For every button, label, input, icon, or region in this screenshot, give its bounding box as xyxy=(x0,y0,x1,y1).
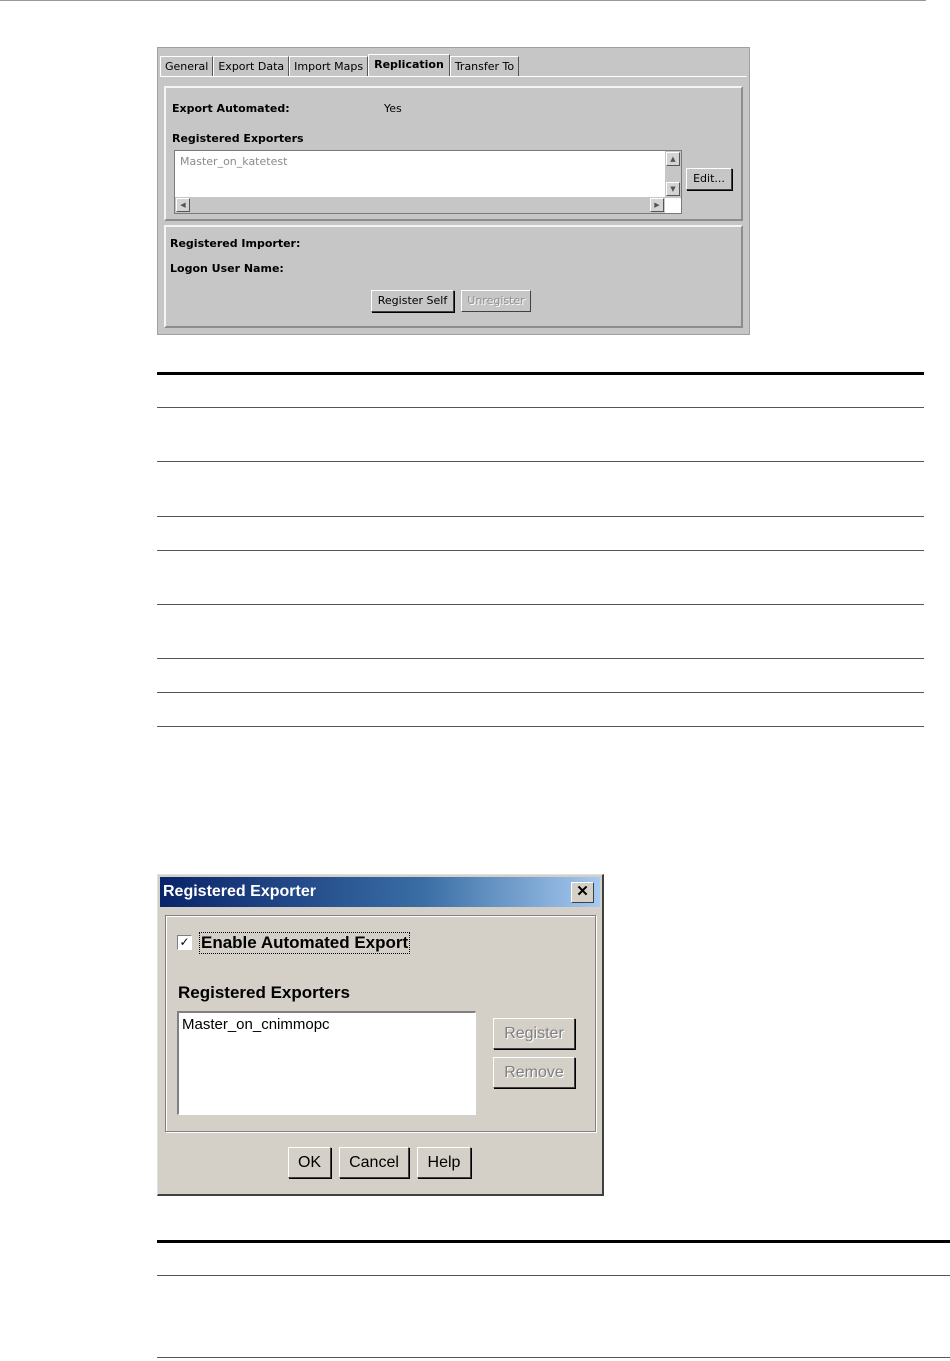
table-1-bottom-rule xyxy=(157,726,924,727)
scroll-up-icon[interactable]: ▲ xyxy=(666,152,680,166)
enable-automated-export-label[interactable]: Enable Automated Export xyxy=(201,933,409,952)
page-header-rule xyxy=(0,0,926,1)
tab-general[interactable]: General xyxy=(160,56,213,77)
list-item[interactable]: Master_on_cnimmopc xyxy=(182,1016,330,1033)
table-1-row-rule xyxy=(157,604,924,605)
table-2-top-rule xyxy=(157,1240,950,1243)
cancel-button[interactable]: Cancel xyxy=(339,1147,409,1178)
table-2-row-rule xyxy=(157,1275,950,1276)
registered-exporter-dialog xyxy=(157,874,604,1196)
logon-user-name-label: Logon User Name: xyxy=(170,262,284,275)
register-self-button[interactable]: Register Self xyxy=(371,290,454,312)
list-item[interactable]: Master_on_katetest xyxy=(180,155,288,168)
table-1-row-rule xyxy=(157,550,924,551)
tab-export-data[interactable]: Export Data xyxy=(213,56,289,77)
tab-import-maps[interactable]: Import Maps xyxy=(289,56,368,77)
tab-strip xyxy=(160,54,519,76)
vertical-scrollbar[interactable] xyxy=(665,151,681,198)
table-1-row-rule xyxy=(157,516,924,517)
enable-automated-export-checkbox[interactable]: ✓ xyxy=(177,935,192,950)
registered-importer-label: Registered Importer: xyxy=(170,237,301,250)
table-1-row-rule xyxy=(157,461,924,462)
importer-group xyxy=(164,225,743,328)
scroll-down-icon[interactable]: ▼ xyxy=(666,182,680,196)
export-automated-value: Yes xyxy=(384,102,402,115)
registered-exporters-listbox[interactable] xyxy=(177,1011,476,1115)
exporter-group xyxy=(164,86,743,221)
ok-button[interactable]: OK xyxy=(288,1147,331,1178)
registered-exporters-list[interactable] xyxy=(174,150,682,214)
help-button[interactable]: Help xyxy=(417,1147,471,1178)
dialog-titlebar[interactable] xyxy=(160,877,600,907)
replication-panel xyxy=(157,47,750,335)
tab-replication[interactable]: Replication xyxy=(368,54,450,77)
table-2-bottom-rule xyxy=(157,1357,950,1358)
registered-exporters-heading: Registered Exporters xyxy=(178,983,350,1002)
registered-exporters-label: Registered Exporters xyxy=(172,132,304,145)
tab-transfer-to[interactable]: Transfer To xyxy=(450,56,519,77)
close-icon[interactable]: ✕ xyxy=(571,882,594,903)
dialog-title: Registered Exporter xyxy=(163,883,316,900)
export-automated-label: Export Automated: xyxy=(172,102,290,115)
unregister-button[interactable]: Unregister xyxy=(461,290,531,312)
scroll-left-icon[interactable]: ◀ xyxy=(176,198,190,212)
horizontal-scrollbar[interactable] xyxy=(175,197,665,213)
scroll-right-icon[interactable]: ▶ xyxy=(650,198,664,212)
table-1-row-rule xyxy=(157,658,924,659)
table-1-top-rule xyxy=(157,372,924,375)
register-button[interactable]: Register xyxy=(493,1018,575,1049)
remove-button[interactable]: Remove xyxy=(493,1057,575,1088)
table-1-row-rule xyxy=(157,692,924,693)
edit-button[interactable]: Edit... xyxy=(686,168,732,190)
table-1-row-rule xyxy=(157,407,924,408)
tab-baseline xyxy=(160,76,747,77)
